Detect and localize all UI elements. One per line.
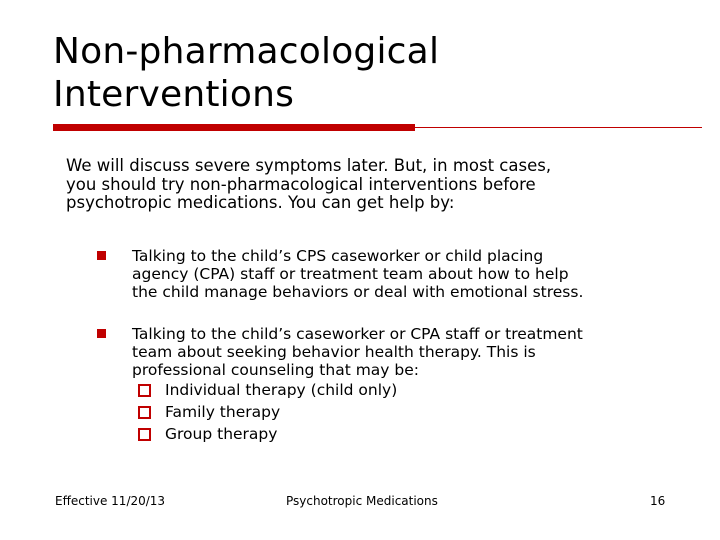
filled-square-icon: [97, 251, 106, 260]
bullet-item: [97, 325, 687, 445]
hollow-square-icon: [138, 406, 151, 419]
bullet-text: Talking to the child’s caseworker or CPA staff or treatment team about seeking behavior health therapy. This is professional counseling that may be:: [132, 325, 583, 379]
filled-square-icon: [97, 329, 106, 338]
bullet-text: Talking to the child’s CPS caseworker or child placing agency (CPA) staff or treatment team about how to help the child manage behaviors or deal with emotional stress.: [132, 247, 584, 301]
intro-paragraph: We will discuss severe symptoms later. But, in most cases, you should try non-pharmacological interventions before psychotropic medications. You can get help by:: [66, 156, 552, 212]
sub-bullet-list: [132, 379, 687, 445]
sub-bullet-text: Family therapy: [165, 403, 281, 421]
title-underline: [415, 127, 702, 128]
sub-bullet-item: [138, 379, 687, 401]
sub-bullet-item: [138, 423, 687, 445]
sub-bullet-text: Individual therapy (child only): [165, 381, 398, 399]
page-number: 16: [650, 494, 666, 508]
bullet-item: [97, 247, 687, 301]
sub-bullet-text: Group therapy: [165, 425, 278, 443]
slide-title: Non-pharmacological Interventions: [53, 31, 440, 115]
sub-bullet-item: [138, 401, 687, 423]
hollow-square-icon: [138, 428, 151, 441]
title-accent-bar: [53, 124, 415, 131]
footer-effective-date: Effective 11/20/13: [55, 494, 166, 508]
hollow-square-icon: [138, 384, 151, 397]
footer-title: Psychotropic Medications: [286, 494, 438, 508]
